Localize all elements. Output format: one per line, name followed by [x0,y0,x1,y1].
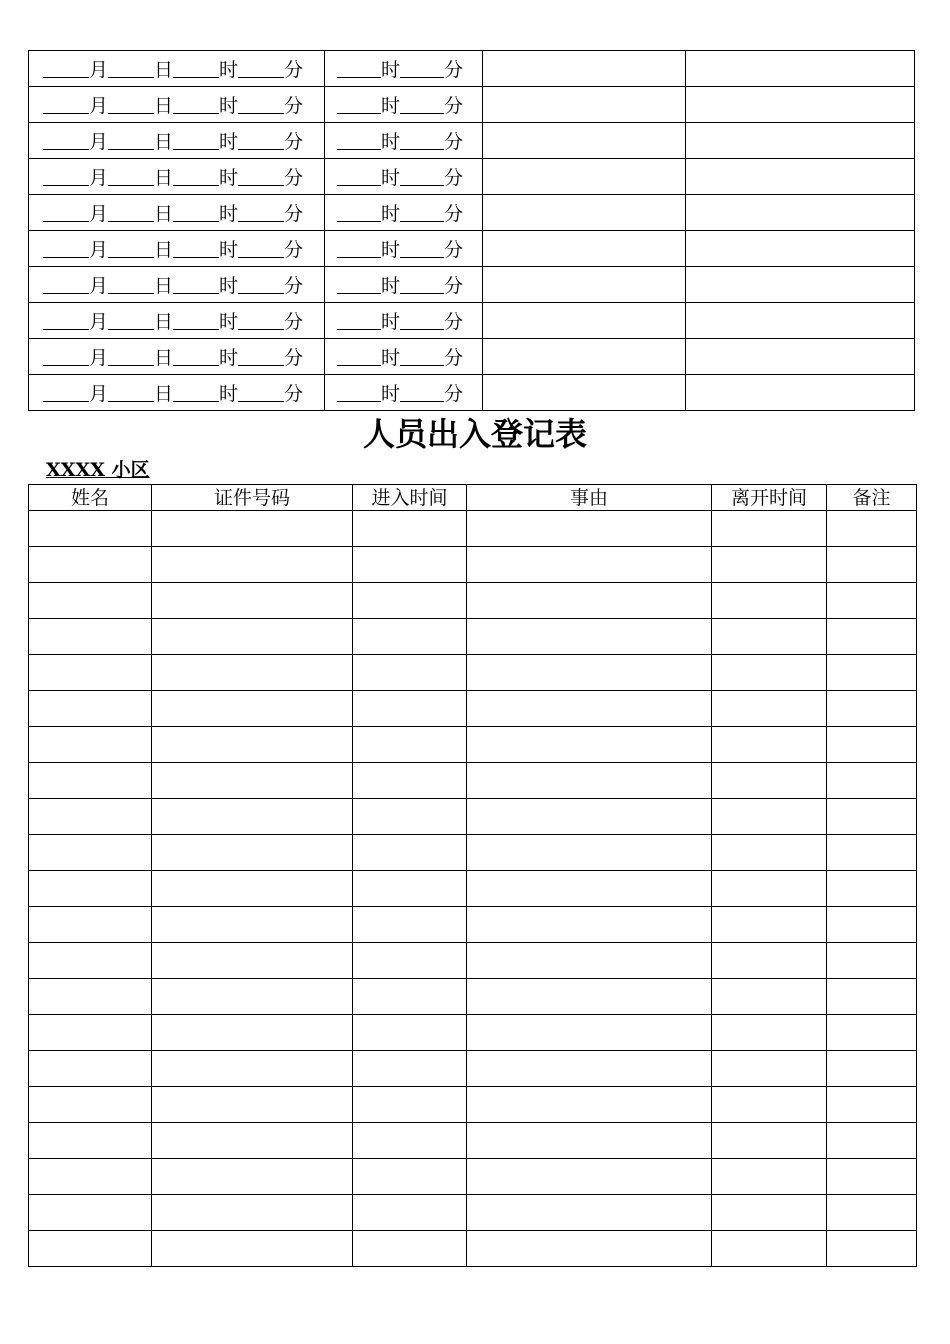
time-cell[interactable]: 时 分 [325,159,483,195]
remarks-cell[interactable] [827,691,917,727]
table-row [29,1051,917,1087]
table-row [29,375,915,411]
page-title: 人员出入登记表 [362,415,587,453]
entry-time-cell[interactable] [353,547,467,583]
name-cell[interactable] [29,619,152,655]
entry-cell[interactable] [686,339,915,375]
entry-cell[interactable] [686,231,915,267]
remarks-cell[interactable] [827,1051,917,1087]
name-cell[interactable] [29,907,152,943]
remarks-cell[interactable] [827,943,917,979]
entry-time-cell[interactable] [353,799,467,835]
date-time-cell[interactable]: 月 日 时 分 [29,87,325,123]
name-cell[interactable] [29,1159,152,1195]
time-cell[interactable]: 时 分 [325,87,483,123]
entry-cell[interactable] [686,51,915,87]
header-exit-time: 离开时间 [712,485,827,511]
entry-cell[interactable] [483,339,686,375]
header-id-number: 证件号码 [152,485,353,511]
table-row [29,1015,917,1051]
exit-time-cell[interactable] [712,1051,827,1087]
id-number-cell[interactable] [152,763,353,799]
exit-time-cell[interactable] [712,1015,827,1051]
header-name: 姓名 [29,485,152,511]
name-cell[interactable] [29,979,152,1015]
name-cell[interactable] [29,871,152,907]
time-cell[interactable]: 时 分 [325,375,483,411]
name-cell[interactable] [29,691,152,727]
entry-cell[interactable] [483,303,686,339]
header-remarks: 备注 [827,485,917,511]
table-row [29,159,915,195]
name-cell[interactable] [29,583,152,619]
remarks-cell[interactable] [827,1015,917,1051]
reason-cell[interactable] [467,691,712,727]
id-number-cell[interactable] [152,727,353,763]
entry-cell[interactable] [686,195,915,231]
table-row [29,619,917,655]
exit-time-cell[interactable] [712,763,827,799]
remarks-cell[interactable] [827,979,917,1015]
id-number-cell[interactable] [152,1195,353,1231]
exit-time-cell[interactable] [712,835,827,871]
reason-cell[interactable] [467,763,712,799]
table-row [29,1087,917,1123]
name-cell[interactable] [29,1123,152,1159]
remarks-cell[interactable] [827,1159,917,1195]
entry-time-cell[interactable] [353,907,467,943]
remarks-cell[interactable] [827,511,917,547]
entry-time-cell[interactable] [353,943,467,979]
date-time-cell[interactable]: 月 日 时 分 [29,231,325,267]
exit-time-cell[interactable] [712,1195,827,1231]
id-number-cell[interactable] [152,691,353,727]
table-row [29,655,917,691]
id-number-cell[interactable] [152,547,353,583]
time-cell[interactable]: 时 分 [325,267,483,303]
table-row [29,303,915,339]
exit-time-cell[interactable] [712,691,827,727]
name-cell[interactable] [29,1015,152,1051]
time-cell[interactable]: 时 分 [325,51,483,87]
id-number-cell[interactable] [152,1015,353,1051]
entry-time-cell[interactable] [353,1087,467,1123]
entry-time-cell[interactable] [353,619,467,655]
id-number-cell[interactable] [152,1231,353,1267]
table-row [29,123,915,159]
remarks-cell[interactable] [827,583,917,619]
exit-time-cell[interactable] [712,871,827,907]
time-cell[interactable]: 时 分 [325,123,483,159]
exit-time-cell[interactable] [712,907,827,943]
remarks-cell[interactable] [827,1123,917,1159]
name-cell[interactable] [29,1195,152,1231]
name-cell[interactable] [29,727,152,763]
entry-cell[interactable] [483,195,686,231]
date-time-cell[interactable]: 月 日 时 分 [29,339,325,375]
table-row [29,979,917,1015]
id-number-cell[interactable] [152,583,353,619]
continuation-table [28,50,915,411]
name-cell[interactable] [29,943,152,979]
reason-cell[interactable] [467,979,712,1015]
id-number-cell[interactable] [152,871,353,907]
register-table [28,484,917,1267]
table-row [29,763,917,799]
id-number-cell[interactable] [152,511,353,547]
date-time-cell[interactable]: 月 日 时 分 [29,159,325,195]
exit-time-cell[interactable] [712,511,827,547]
exit-time-cell[interactable] [712,1123,827,1159]
table-row [29,583,917,619]
reason-cell[interactable] [467,1195,712,1231]
reason-cell[interactable] [467,943,712,979]
id-number-cell[interactable] [152,979,353,1015]
community-label: XXXX 小区 [46,459,150,481]
table-row [29,267,915,303]
entry-time-cell[interactable] [353,727,467,763]
remarks-cell[interactable] [827,1231,917,1267]
entry-cell[interactable] [483,375,686,411]
reason-cell[interactable] [467,583,712,619]
reason-cell[interactable] [467,511,712,547]
entry-cell[interactable] [483,87,686,123]
time-cell[interactable]: 时 分 [325,339,483,375]
table-row [29,1159,917,1195]
register-header-row [29,485,917,511]
reason-cell[interactable] [467,1051,712,1087]
reason-cell[interactable] [467,1087,712,1123]
table-row [29,1231,917,1267]
name-cell[interactable] [29,763,152,799]
name-cell[interactable] [29,655,152,691]
entry-cell[interactable] [483,51,686,87]
table-row [29,87,915,123]
remarks-cell[interactable] [827,1087,917,1123]
date-time-cell[interactable]: 月 日 时 分 [29,123,325,159]
entry-time-cell[interactable] [353,979,467,1015]
remarks-cell[interactable] [827,835,917,871]
entry-time-cell[interactable] [353,835,467,871]
table-row [29,907,917,943]
date-time-cell[interactable]: 月 日 时 分 [29,195,325,231]
table-row [29,511,917,547]
table-row [29,231,915,267]
table-row [29,1123,917,1159]
name-cell[interactable] [29,1051,152,1087]
id-number-cell[interactable] [152,907,353,943]
remarks-cell[interactable] [827,1195,917,1231]
time-cell[interactable]: 时 分 [325,231,483,267]
table-row [29,727,917,763]
date-time-cell[interactable]: 月 日 时 分 [29,267,325,303]
table-row [29,547,917,583]
reason-cell[interactable] [467,1159,712,1195]
name-cell[interactable] [29,547,152,583]
entry-time-cell[interactable] [353,763,467,799]
entry-time-cell[interactable] [353,1195,467,1231]
header-entry-time: 进入时间 [353,485,467,511]
remarks-cell[interactable] [827,727,917,763]
id-number-cell[interactable] [152,799,353,835]
entry-cell[interactable] [483,231,686,267]
reason-cell[interactable] [467,655,712,691]
entry-cell[interactable] [686,87,915,123]
entry-cell[interactable] [483,159,686,195]
exit-time-cell[interactable] [712,727,827,763]
remarks-cell[interactable] [827,619,917,655]
exit-time-cell[interactable] [712,1159,827,1195]
entry-time-cell[interactable] [353,1123,467,1159]
exit-time-cell[interactable] [712,1087,827,1123]
entry-time-cell[interactable] [353,511,467,547]
entry-time-cell[interactable] [353,1159,467,1195]
reason-cell[interactable] [467,799,712,835]
time-cell[interactable]: 时 分 [325,303,483,339]
table-row [29,1195,917,1231]
exit-time-cell[interactable] [712,943,827,979]
id-number-cell[interactable] [152,1051,353,1087]
entry-cell[interactable] [686,159,915,195]
entry-time-cell[interactable] [353,871,467,907]
name-cell[interactable] [29,835,152,871]
id-number-cell[interactable] [152,835,353,871]
table-row [29,691,917,727]
id-number-cell[interactable] [152,655,353,691]
reason-cell[interactable] [467,871,712,907]
remarks-cell[interactable] [827,547,917,583]
entry-cell[interactable] [686,375,915,411]
entry-time-cell[interactable] [353,691,467,727]
remarks-cell[interactable] [827,799,917,835]
date-time-cell[interactable]: 月 日 时 分 [29,303,325,339]
entry-cell[interactable] [686,267,915,303]
reason-cell[interactable] [467,619,712,655]
exit-time-cell[interactable] [712,979,827,1015]
table-row [29,799,917,835]
header-reason: 事由 [467,485,712,511]
exit-time-cell[interactable] [712,619,827,655]
entry-cell[interactable] [483,267,686,303]
reason-cell[interactable] [467,727,712,763]
table-row [29,339,915,375]
reason-cell[interactable] [467,547,712,583]
exit-time-cell[interactable] [712,583,827,619]
id-number-cell[interactable] [152,619,353,655]
table-row [29,195,915,231]
table-row [29,871,917,907]
time-cell[interactable]: 时 分 [325,195,483,231]
remarks-cell[interactable] [827,655,917,691]
remarks-cell[interactable] [827,871,917,907]
entry-cell[interactable] [686,123,915,159]
entry-time-cell[interactable] [353,1051,467,1087]
table-row [29,835,917,871]
name-cell[interactable] [29,799,152,835]
name-cell[interactable] [29,1231,152,1267]
exit-time-cell[interactable] [712,655,827,691]
reason-cell[interactable] [467,907,712,943]
id-number-cell[interactable] [152,1123,353,1159]
id-number-cell[interactable] [152,1159,353,1195]
entry-time-cell[interactable] [353,583,467,619]
name-cell[interactable] [29,511,152,547]
date-time-cell[interactable]: 月 日 时 分 [29,51,325,87]
id-number-cell[interactable] [152,943,353,979]
entry-cell[interactable] [483,123,686,159]
entry-time-cell[interactable] [353,655,467,691]
name-cell[interactable] [29,1087,152,1123]
table-row [29,51,915,87]
remarks-cell[interactable] [827,907,917,943]
table-row [29,943,917,979]
reason-cell[interactable] [467,1123,712,1159]
reason-cell[interactable] [467,1231,712,1267]
reason-cell[interactable] [467,1015,712,1051]
reason-cell[interactable] [467,835,712,871]
entry-cell[interactable] [686,303,915,339]
date-time-cell[interactable]: 月 日 时 分 [29,375,325,411]
exit-time-cell[interactable] [712,1231,827,1267]
exit-time-cell[interactable] [712,547,827,583]
id-number-cell[interactable] [152,1087,353,1123]
exit-time-cell[interactable] [712,799,827,835]
entry-time-cell[interactable] [353,1015,467,1051]
entry-time-cell[interactable] [353,1231,467,1267]
remarks-cell[interactable] [827,763,917,799]
